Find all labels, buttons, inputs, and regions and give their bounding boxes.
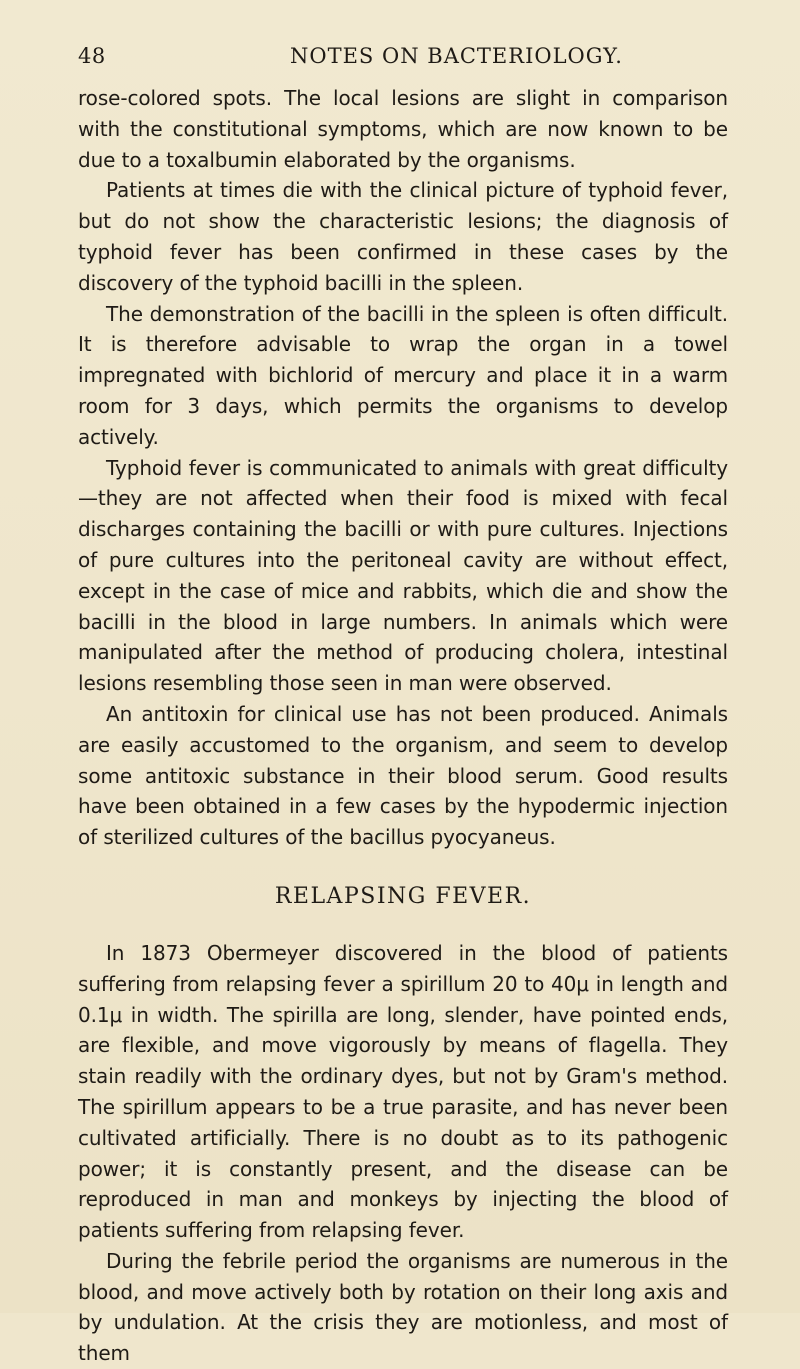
paragraph: Typhoid fever is communicated to animals with great difficulty —they are not affected when their food is mixed with fecal discharges containing the bacilli or with pure cultures. Injections of pure cultures into the peritoneal cavity are without effect, except in the case of mice and rabbits, which die and show the bacilli in the blood in large numbers. In animals which were manipulated after the method of producing cholera, intestinal lesions resembling those seen in man were observed.	[78, 455, 728, 696]
paragraph: During the febrile period the organisms are numerous in the blood, and move actively both by rotation on their long axis and by undulation. At the crisis they are motionless, and most of them	[78, 1248, 728, 1366]
running-head: NOTES ON BACTERIOLOGY.	[290, 44, 623, 68]
paragraph: An antitoxin for clinical use has not been produced. Animals are easily accustomed to the organism, and seem to develop some antitoxic substance in their blood serum. Good results have been obtained in a few cases by the hypodermic injection of sterilized cultures of the bacillus pyocyaneus.	[78, 701, 728, 850]
paragraph: The demonstration of the bacilli in the spleen is often difficult. It is therefore advisable to wrap the organ in a towel impregnated with bichlorid of mercury and place it in a warm room for 3 days, which permits the organisms to develop actively.	[78, 301, 728, 449]
paragraph: Patients at times die with the clinical picture of typhoid fever, but do not show the characteristic lesions; the diagnosis of typhoid fever has been confirmed in these cases by the discovery of the typhoid bacilli in the spleen.	[78, 178, 728, 295]
text-column	[78, 83, 728, 1369]
page-header	[78, 44, 738, 74]
section-heading: RELAPSING FEVER.	[274, 883, 532, 909]
paragraph: rose-colored spots. The local lesions are slight in comparison with the constitutional symptoms, which are now known to be due to a toxalbumin elaborated by the organisms.	[78, 86, 728, 172]
page-number: 48	[78, 44, 106, 68]
paragraph: In 1873 Obermeyer discovered in the blood of patients suffering from relapsing fever a spirillum 20 to 40μ in length and 0.1μ in width. The spirilla are long, slender, have pointed ends, are flexible, and move vigorously by means of flagella. They stain readily with the ordinary dyes, but not by Gram's method. The spirillum appears to be a true parasite, and has never been cultivated artificially. There is no doubt as to its pathogenic power; it is constantly present, and the disease can be reproduced in man and monkeys by injecting the blood of patients suffering from relapsing fever.	[78, 940, 728, 1243]
